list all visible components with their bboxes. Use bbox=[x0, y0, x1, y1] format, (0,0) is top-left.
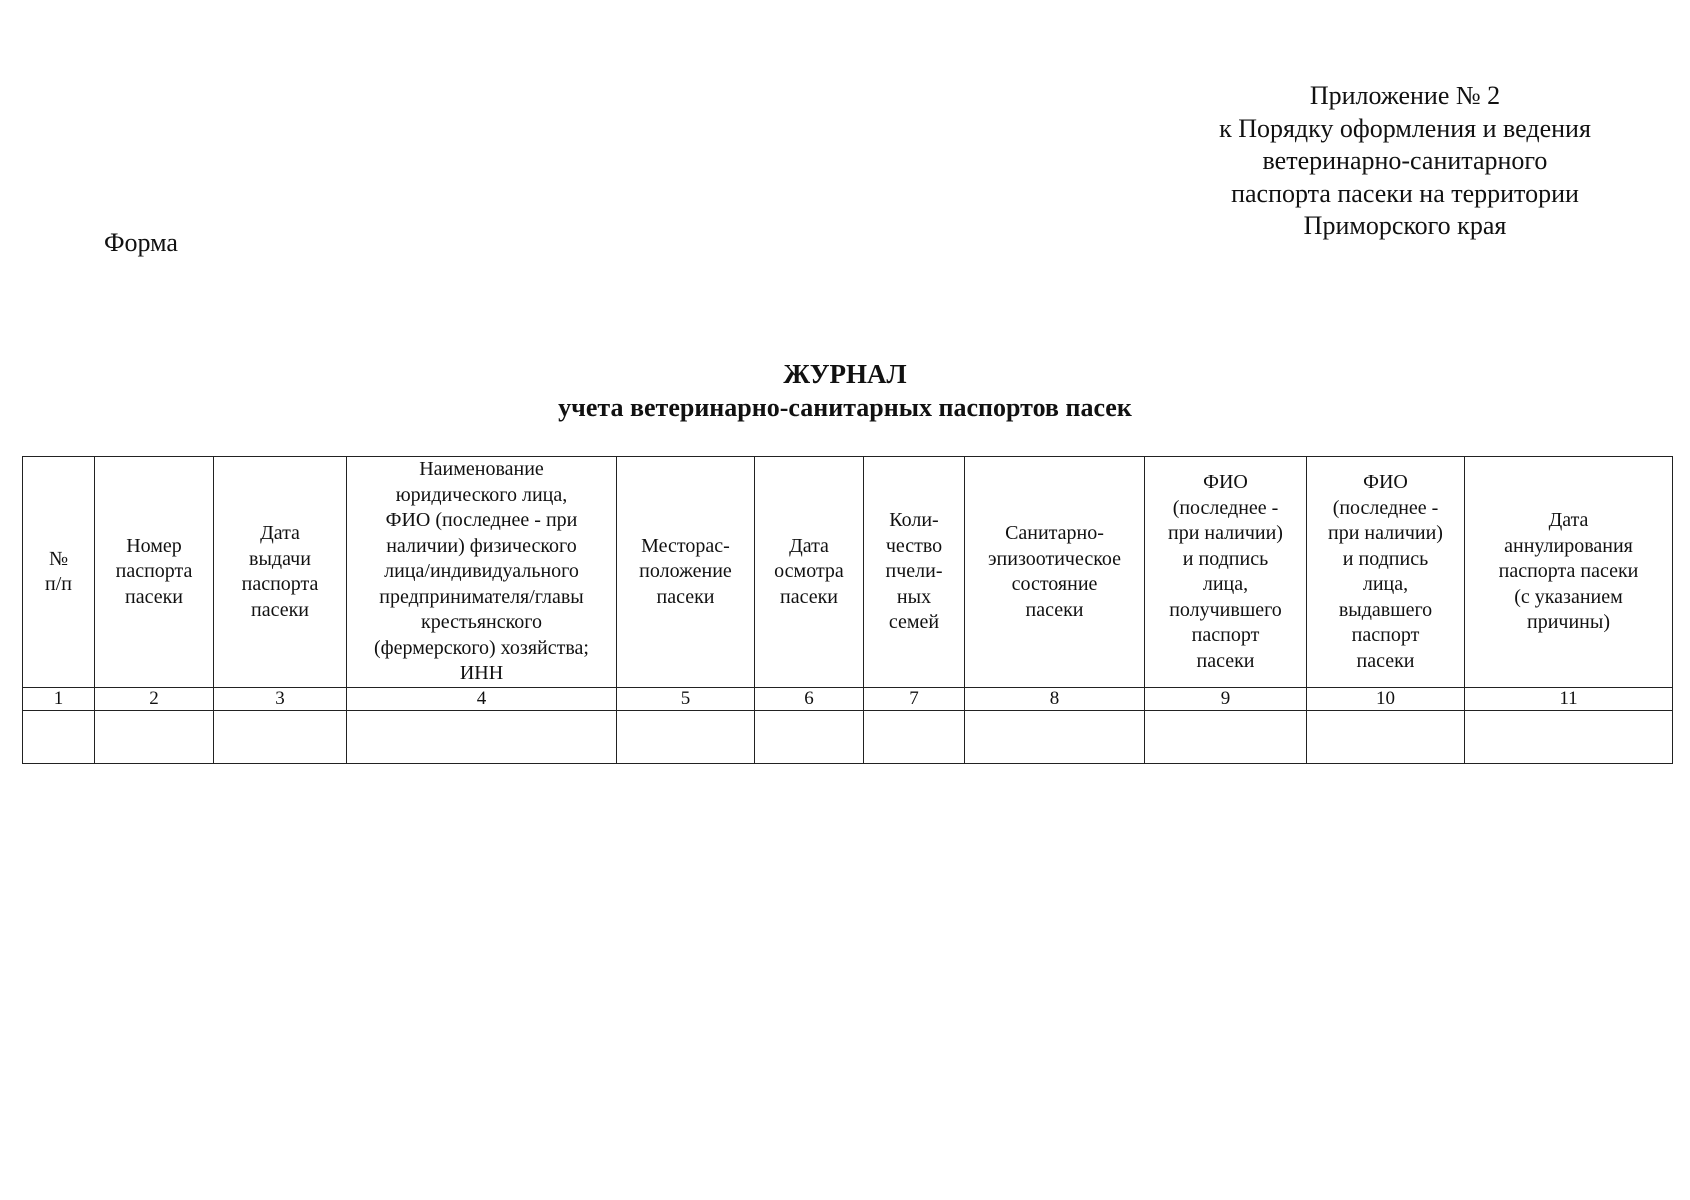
form-label: Форма bbox=[104, 228, 178, 257]
header-cell-recipient: ФИО (последнее - при наличии) и подпись лица, получившего паспорт пасеки bbox=[1145, 457, 1307, 688]
empty-cell bbox=[755, 711, 864, 764]
column-number: 4 bbox=[347, 688, 617, 711]
column-number: 11 bbox=[1465, 688, 1673, 711]
journal-title bbox=[0, 357, 1690, 425]
empty-cell bbox=[23, 711, 95, 764]
header-cell-inspection-date: Дата осмотра пасеки bbox=[755, 457, 864, 688]
appendix-line: паспорта пасеки на территории bbox=[1231, 178, 1579, 208]
table-header-row bbox=[23, 457, 1673, 688]
header-cell-number: № п/п bbox=[23, 457, 95, 688]
appendix-line: ветеринарно-санитарного bbox=[1262, 146, 1548, 175]
title-subtitle: учета ветеринарно-санитарных паспортов пасек bbox=[558, 393, 1132, 422]
empty-cell bbox=[347, 711, 617, 764]
column-number: 1 bbox=[23, 688, 95, 711]
header-cell-sanitary-state: Санитарно- эпизоотическое состояние пасеки bbox=[965, 457, 1145, 688]
empty-cell bbox=[214, 711, 347, 764]
header-cell-cancellation-date: Дата аннулирования паспорта пасеки (с указанием причины) bbox=[1465, 457, 1673, 688]
header-cell-bee-colonies: Коли- чество пчели- ных семей bbox=[864, 457, 965, 688]
empty-cell bbox=[864, 711, 965, 764]
empty-cell bbox=[1145, 711, 1307, 764]
appendix-line: Приложение № 2 bbox=[1309, 81, 1501, 110]
column-number: 7 bbox=[864, 688, 965, 711]
header-cell-location: Месторас- положение пасеки bbox=[617, 457, 755, 688]
empty-cell bbox=[95, 711, 214, 764]
header-cell-issuer: ФИО (последнее - при наличии) и подпись лица, выдавшего паспорт пасеки bbox=[1307, 457, 1465, 688]
column-number-row bbox=[23, 688, 1673, 711]
empty-cell bbox=[1307, 711, 1465, 764]
header-cell-owner-name: Наименование юридического лица, ФИО (последнее - при наличии) физического лица/индивидуального предпринимателя/главы крестьянского (фермерского) хозяйства; ИНН bbox=[347, 457, 617, 688]
empty-cell bbox=[965, 711, 1145, 764]
column-number: 2 bbox=[95, 688, 214, 711]
column-number: 6 bbox=[755, 688, 864, 711]
column-number: 8 bbox=[965, 688, 1145, 711]
appendix-line: к Порядку оформления и ведения bbox=[1219, 113, 1591, 143]
empty-cell bbox=[617, 711, 755, 764]
column-number: 10 bbox=[1307, 688, 1465, 711]
column-number: 5 bbox=[617, 688, 755, 711]
table-row-empty bbox=[23, 711, 1673, 764]
appendix-line: Приморского края bbox=[1303, 211, 1507, 240]
column-number: 3 bbox=[214, 688, 347, 711]
title-main: ЖУРНАЛ bbox=[783, 359, 907, 389]
header-cell-passport-number: Номер паспорта пасеки bbox=[95, 457, 214, 688]
column-number: 9 bbox=[1145, 688, 1307, 711]
appendix-block bbox=[1165, 80, 1645, 243]
header-cell-issue-date: Дата выдачи паспорта пасеки bbox=[214, 457, 347, 688]
empty-cell bbox=[1465, 711, 1673, 764]
journal-table bbox=[22, 456, 1673, 764]
